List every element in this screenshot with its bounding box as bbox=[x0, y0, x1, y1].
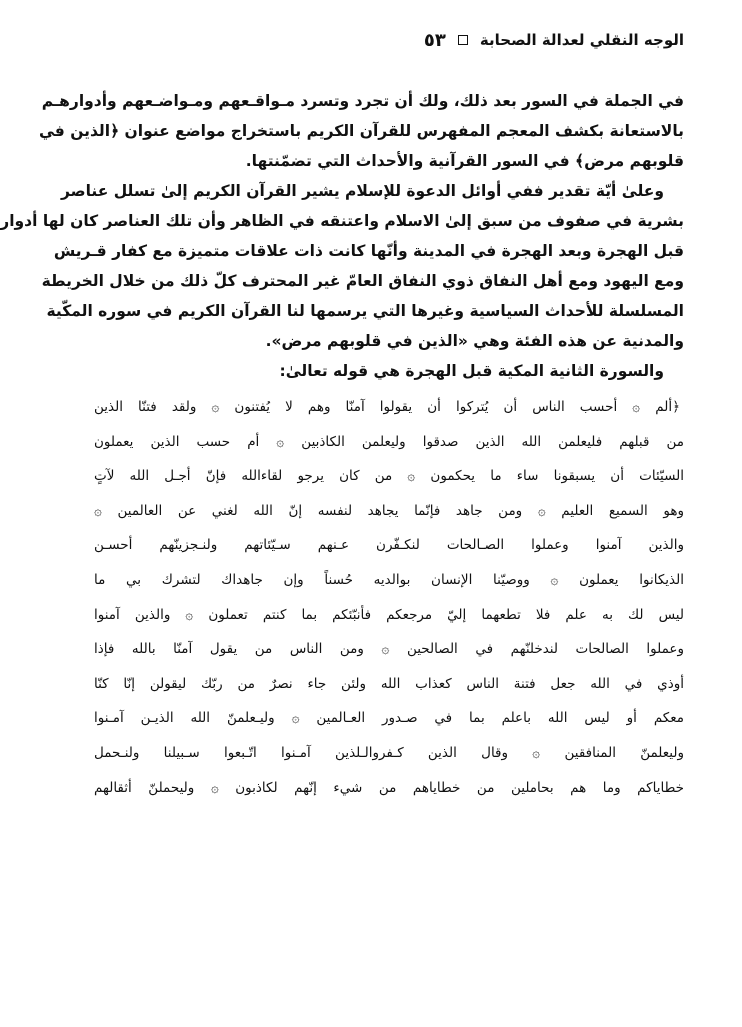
quote-line: الذيكانوا يعملون ۞ ووصيّنا الإنسان بوالديه حُسناً وإن جاهداك لتشرك بي ما bbox=[94, 571, 684, 588]
body-text bbox=[0, 86, 684, 805]
text-line: والسورة الثانية المكية قبل الهجرة هي قوله تعالىٰ: bbox=[279, 362, 664, 380]
quran-quote-block bbox=[94, 390, 684, 805]
quote-line: معكم أو ليس الله باعلم بما في صـدور العـالمين ۞ وليـعلمنّ الله الذيـن آمـنوا bbox=[94, 710, 684, 727]
quote-line: ﴿ألم ۞ أحسب الناس أن يُتركوا أن يقولوا آمنّا وهم لا يُفتنون ۞ ولقد فتنّا الذين bbox=[94, 399, 680, 415]
text-line: قلوبهم مرض﴾ في السور القرآنية والأحداث التي تضمّنتها. bbox=[245, 152, 684, 170]
quote-line: وهو السميع العليم ۞ ومن جاهد فإنّما يجاهد لنفسه إنّ الله لغني عن العالمين ۞ bbox=[94, 502, 684, 519]
quote-line: وعملوا الصالحات لندخلنّهم في الصالحين ۞ ومن الناس من يقول آمنّا بالله فإذا bbox=[94, 641, 684, 658]
text-line: في الجملة في السور بعد ذلك، ولك أن تجرد وتسرد مـواقـعهم ومـواضـعهم وأدوارهـم bbox=[41, 92, 684, 110]
text-line: والمدنية عن هذه الفئة وهي «الذين في قلوبهم مرض». bbox=[265, 332, 684, 350]
text-line: بشرية في صفوف من سبق إلىٰ الاسلام واعتنقه في الظاهر وأن تلك العناصر كان لها أدوار bbox=[0, 212, 684, 230]
paragraph bbox=[38, 86, 684, 176]
text-line: ومع اليهود ومع أهل النفاق ذوي النفاق العامّ غير المحترف كلّ ذلك من خلال الخريطة bbox=[41, 272, 684, 290]
paragraph bbox=[0, 176, 684, 356]
paragraph bbox=[94, 356, 684, 386]
text-line: قبل الهجرة وبعد الهجرة في المدينة وأنّها كانت ذات علاقات متميزة مع كفار قـريش bbox=[53, 242, 684, 260]
quote-line: خطاياكم وما هم بحاملين من خطاياهم من شيء إنّهم لكاذبون ۞ وليحملنّ أثقالهم bbox=[94, 779, 684, 796]
quote-line: والذين آمنوا وعملوا الصـالحات لنكـفّرن عـنهم سـيّئاتهم ولنـجزينّهم أحسـن bbox=[94, 537, 684, 554]
square-separator-icon bbox=[458, 35, 468, 45]
quote-line: ليس لك به علم فلا تطعهما إليّ مرجعكم فأنبّئكم بما كنتم تعملون ۞ والذين آمنوا bbox=[94, 606, 684, 623]
page-number: ٥٣ bbox=[423, 29, 446, 51]
text-line: وعلىٰ أيّة تقدير ففي أوائل الدعوة للإسلام يشير القرآن الكريم إلىٰ تسلل عناصر bbox=[60, 182, 664, 200]
running-head bbox=[94, 28, 684, 52]
text-line: المسلسلة للأحداث السياسية وغيرها التي يرسمها لنا القرآن الكريم في سوره المكّية bbox=[46, 302, 684, 320]
quote-line: وليعلمنّ المنافقين ۞ وقال الذين كـفروالـلذين آمـنوا اتّـبعوا سـبيلنا ولنـحمل bbox=[94, 744, 684, 761]
quote-line: السيّئات أن يسبقونا ساء ما يحكمون ۞ من كان يرجو لقاءالله فإنّ أجـل الله لآتٍ bbox=[94, 468, 684, 485]
quote-line: أوذي في الله جعل فتنة الناس كعذاب الله ولئن جاء نصرٌ من ربّك ليقولن إنّا كنّا bbox=[94, 675, 684, 692]
quote-line: من قبلهم فليعلمن الله الذين صدقوا وليعلمن الكاذبين ۞ أم حسب الذين يعملون bbox=[94, 433, 684, 450]
text-line: بالاستعانة بكشف المعجم المفهرس للقرآن الكريم باستخراج مواضع عنوان ﴿الذين في bbox=[38, 122, 684, 140]
running-head-title: الوجه النقلي لعدالة الصحابة bbox=[479, 31, 684, 49]
